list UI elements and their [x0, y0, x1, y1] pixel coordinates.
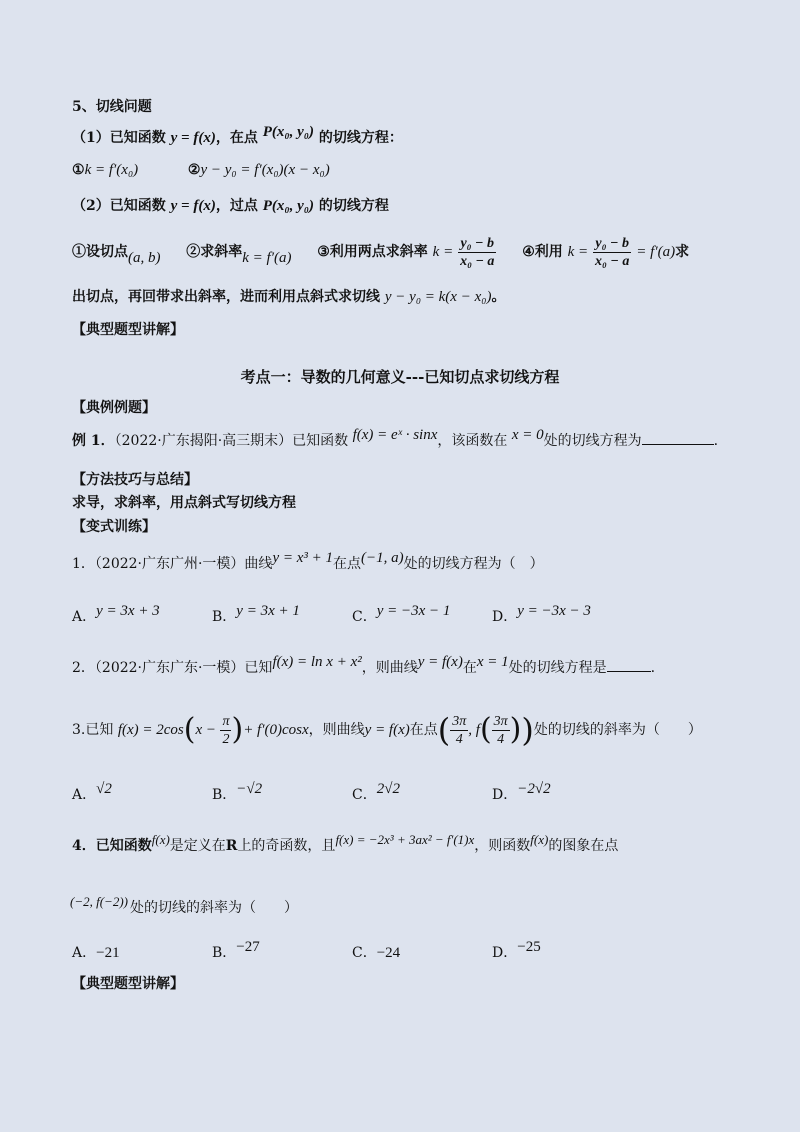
case-2-steps: ①设切点(a, b) ②求斜率k = f′(a) ③利用两点求斜率 k = $\frac{\text{y₀ − b}}{\text{x₀ − a}}$ ④利用 k = $\frac{\text{y₀ − b}}{\text{x₀ − a}}$ = f′(a)求 — [72, 235, 690, 269]
q3-option-b[interactable]: B．−√2 — [212, 781, 263, 803]
slope-fraction-2: $\frac{\text{y₀ − b}}{\text{x₀ − a}}$ — [595, 235, 630, 269]
typical-heading-1: 【典型题型讲解】 — [72, 322, 184, 338]
question-4-cont: (−2, f(−2)) 处的切线的斜率为（ ） — [70, 894, 298, 916]
q4-option-b[interactable]: B．−27 — [212, 939, 260, 961]
typical-heading-2: 【典型题型讲解】 — [72, 976, 184, 992]
example-1: 例 1．（2022·广东揭阳·高三期末）已知函数 f(x) = eˣ · sinx，该函数在 x = 0处的切线方程为 . — [72, 427, 719, 449]
q4-option-c[interactable]: C．−24 — [352, 945, 401, 961]
case-1-line: （1）已知函数 y = f(x)，在点 P(x₀, y₀) 的切线方程： — [72, 124, 403, 146]
question-3: 3.已知 f(x) = 2cos(x − $\frac{\pi}{2}$ )+ f′(0)cosx，则曲线y = f(x)在点( $\frac{3\pi}{4}$ , f( $\frac{3\pi}{4}$ ))处的切线的斜率为（ ） — [72, 711, 702, 749]
method-heading: 【方法技巧与总结】 — [72, 472, 198, 488]
example-heading: 【典例例题】 — [72, 400, 156, 416]
q1-option-d[interactable]: D．y = −3x − 3 — [492, 603, 591, 625]
method-text: 求导，求斜率，用点斜式写切线方程 — [72, 495, 296, 511]
case-2-continuation: 出切点，再回带求出斜率，进而利用点斜式求切线 y − y₀ = k(x − x₀)。 — [72, 289, 506, 305]
q1-option-b[interactable]: B．y = 3x + 1 — [212, 603, 300, 625]
case-2-line: （2）已知函数 y = f(x)，过点 P(x₀, y₀) 的切线方程 — [72, 198, 389, 214]
question-4: 4．已知函数f(x)是定义在R上的奇函数，且f(x) = −2x³ + 3ax² − f′(1)x，则函数f(x)的图象在点 — [72, 832, 619, 854]
q1-option-a[interactable]: A．y = 3x + 3 — [72, 603, 160, 625]
slope-fraction: $\frac{\text{y₀ − b}}{\text{x₀ − a}}$ — [460, 235, 495, 269]
q1-option-c[interactable]: C．y = −3x − 1 — [352, 603, 451, 625]
section-heading: 5、切线问题 — [72, 99, 152, 115]
q4-option-a[interactable]: A．−21 — [72, 945, 120, 961]
variant-heading: 【变式训练】 — [72, 519, 156, 535]
question-2: 2．（2022·广东广东·一模）已知f(x) = ln x + x²，则曲线y = f(x)在x = 1处的切线方程是 . — [72, 654, 656, 676]
q3-option-c[interactable]: C．2√2 — [352, 781, 400, 803]
q3-option-a[interactable]: A．√2 — [72, 781, 112, 803]
answer-blank[interactable] — [607, 671, 651, 672]
case-1-formulas: ①k = f′(x₀) ②y − y₀ = f′(x₀)(x − x₀) — [72, 162, 330, 178]
q3-option-d[interactable]: D．−2√2 — [492, 781, 551, 803]
answer-blank[interactable] — [642, 444, 714, 445]
kaodian-title: 考点一：导数的几何意义---已知切点求切线方程 — [240, 368, 560, 386]
q4-option-d[interactable]: D．−25 — [492, 939, 541, 961]
question-1: 1．（2022·广东广州·一模）曲线y = x³ + 1在点(−1, a)处的切线方程为（ ） — [72, 550, 544, 572]
